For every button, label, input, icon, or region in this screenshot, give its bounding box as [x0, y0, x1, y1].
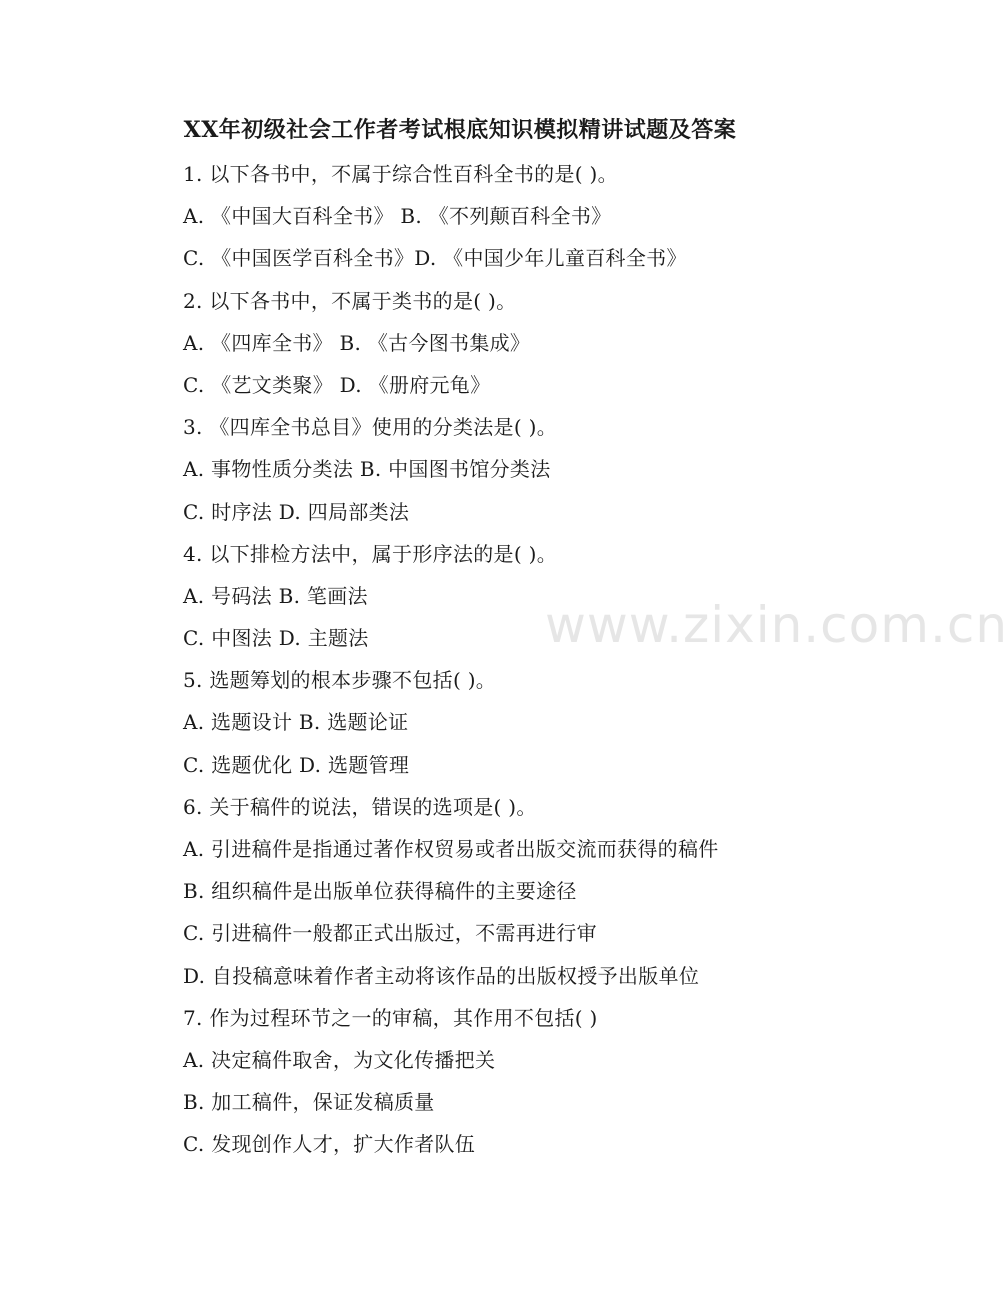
option-line: C. 《艺文类聚》 D. 《册府元龟》 [183, 372, 491, 397]
option-line: C. 引进稿件一般都正式出版过，不需再进行审 [183, 921, 597, 946]
option-line: C. 选题优化 D. 选题管理 [183, 752, 410, 777]
option-line: A. 《中国大百科全书》 B. 《不列颠百科全书》 [183, 204, 612, 229]
document-title: XX年初级社会工作者考试根底知识模拟精讲试题及答案 [183, 117, 737, 143]
question-line: 7. 作为过程环节之一的审稿，其作用不包括( ) [183, 1005, 598, 1030]
question-line: 6. 关于稿件的说法，错误的选项是( )。 [183, 794, 537, 819]
question-line: 1. 以下各书中，不属于综合性百科全书的是( )。 [183, 162, 618, 186]
option-line: A. 选题设计 B. 选题论证 [183, 710, 409, 735]
option-line: A. 号码法 B. 笔画法 [183, 583, 368, 608]
option-line: A. 决定稿件取舍，为文化传播把关 [183, 1047, 496, 1072]
option-line: C. 中图法 D. 主题法 [183, 626, 369, 651]
question-line: 4. 以下排检方法中，属于形序法的是( )。 [183, 541, 558, 566]
option-line: C. 《中国医学百科全书》D. 《中国少年儿童百科全书》 [183, 246, 687, 271]
question-line: 2. 以下各书中，不属于类书的是( )。 [183, 288, 517, 313]
option-line: B. 组织稿件是出版单位获得稿件的主要途径 [183, 879, 577, 904]
question-line: 5. 选题筹划的根本步骤不包括( )。 [183, 668, 497, 693]
option-line: C. 发现创作人才，扩大作者队伍 [183, 1132, 476, 1157]
option-line: A. 引进稿件是指通过著作权贸易或者出版交流而获得的稿件 [183, 837, 719, 861]
question-list [183, 158, 883, 1171]
option-line: D. 自投稿意味着作者主动将该作品的出版权授予出版单位 [183, 963, 700, 988]
option-line: A. 事物性质分类法 B. 中国图书馆分类法 [183, 457, 551, 482]
watermark: www.zixin.com.cn [545, 596, 1008, 654]
option-line: A. 《四库全书》 B. 《古今图书集成》 [183, 330, 531, 355]
question-line: 3. 《四库全书总目》使用的分类法是( )。 [183, 415, 558, 440]
option-line: C. 时序法 D. 四局部类法 [183, 499, 410, 524]
option-line: B. 加工稿件，保证发稿质量 [183, 1090, 435, 1115]
